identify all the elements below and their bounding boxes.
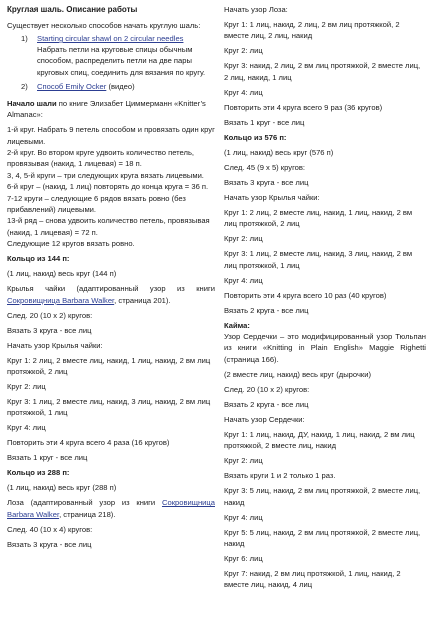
- section-heading-576: Кольцо из 576 п:: [224, 132, 287, 142]
- instruction-line: Вязать 3 круга - все лиц: [7, 325, 92, 335]
- start-heading: Начало шали: [7, 98, 57, 108]
- method-text: Набрать петли на круговые спицы обычным способом, распределить петли на две пары круговых спиц, соединить для вязания по кругу.: [37, 45, 206, 77]
- instruction-line: Вязать 1 круг - все лиц: [224, 117, 305, 127]
- method-number: 1): [21, 34, 28, 43]
- instruction-line: Круг 3: 1 лиц, 2 вместе лиц, накид, 3 лиц, накид, 2 вм лиц протяжкой, 1 лиц: [224, 249, 413, 270]
- row-instruction: 6-й круг – (накид, 1 лиц) повторять до конца круга = 36 п.: [7, 182, 209, 192]
- instruction-line: След. 40 (10 х 4) кругов:: [7, 524, 93, 534]
- row-instruction: 2-й круг. Во втором круге удвоить количество петель, провязывая (накид, 1 лицевая) = 18 п.: [7, 148, 195, 169]
- book-link[interactable]: Сокровищница Barbara Walker: [7, 498, 215, 519]
- book-link[interactable]: Сокровищница Barbara Walker: [7, 295, 115, 305]
- instruction-line: Вязать 2 круга - все лиц: [224, 399, 309, 409]
- start-paragraph: [7, 98, 215, 121]
- method-link[interactable]: Способ Emily Ocker: [37, 82, 107, 92]
- instruction-line: Вязать 2 круга - все лиц: [224, 305, 309, 315]
- instruction-line: Круг 2: лиц: [224, 46, 263, 56]
- instruction-line: Круг 4: лиц: [224, 87, 263, 97]
- instruction-line: Круг 3: 5 лиц, накид, 2 вм лиц протяжкой, 2 вместе лиц, накид: [224, 486, 421, 507]
- instruction-line: Начать узор Крылья чайки:: [7, 340, 103, 350]
- pattern-source-suffix: , страница 201).: [114, 295, 171, 305]
- instruction-line: (1 лиц, накид) весь круг (288 п): [7, 483, 117, 493]
- instruction-line: Круг 1: 2 лиц, 2 вместе лиц, накид, 1 лиц, накид, 2 вм лиц протяжкой, 2 лиц: [224, 207, 413, 229]
- start-text: по книге Элизабет Циммерманн «Knitter’s Almanac»:: [7, 98, 206, 120]
- intro-text: Существует несколько способов начать круглую шаль:: [7, 20, 201, 30]
- row-instruction: 1-й круг. Набрать 9 петель способом и провязать один круг лицевыми.: [7, 125, 215, 146]
- instruction-line: Круг 1: 2 лиц, 2 вместе лиц, накид, 1 лиц, накид, 2 вм лиц протяжкой, 2 лиц: [7, 355, 211, 377]
- instruction-line: (2 вместе лиц, накид) весь круг (дырочки): [224, 369, 371, 379]
- row-instruction: 13-й ряд – снова удвоить количество петель, провязывая (накид, 1 лицевая) = 72 п.: [7, 216, 210, 237]
- section-heading-144: Кольцо из 144 п:: [7, 254, 70, 264]
- instruction-line: Начать узор Сердечки:: [224, 414, 305, 424]
- method-item: [7, 33, 215, 78]
- row-instruction: 7-12 круги – следующие 6 рядов вязать ровно (без прибавлений) лицевыми.: [7, 193, 186, 215]
- instruction-line: Вязать круги 1 и 2 только 1 раз.: [224, 471, 336, 481]
- page-title: Круглая шаль. Описание работы: [7, 5, 138, 14]
- section-heading-edge: Кайма:: [224, 320, 250, 330]
- pattern-source: [7, 497, 215, 520]
- instruction-line: Повторить эти 4 круга всего 4 раза (16 кругов): [7, 438, 170, 448]
- instruction-line: (1 лиц, накид) весь круг (576 п): [224, 147, 334, 157]
- pattern-source-prefix: Крылья чайки (адаптированный узор из книги: [7, 284, 215, 294]
- instruction-line: Круг 2: лиц: [224, 234, 263, 244]
- instruction-line: Круг 1: 1 лиц, накид, ДУ, накид, 1 лиц, накид, 2 вм лиц протяжкой, 2 вместе лиц, накид: [224, 429, 415, 451]
- method-number: 2): [21, 82, 28, 92]
- instruction-line: След. 45 (9 х 5) кругов:: [224, 162, 306, 172]
- instruction-line: Круг 3: накид, 2 лиц, 2 вм лиц протяжкой, 2 вместе лиц, 2 лиц, накид, 1 лиц: [224, 61, 421, 82]
- row-instruction: Следующие 12 кругов вязать ровно.: [7, 239, 135, 249]
- row-instruction: 3, 4, 5-й круги – три следующих круга вязать лицевыми.: [7, 170, 204, 180]
- instruction-line: Начать узор Лоза:: [224, 5, 288, 14]
- instruction-line: Круг 5: 5 лиц, накид, 2 вм лиц протяжкой, 2 вместе лиц, накид: [224, 527, 421, 549]
- instruction-line: След. 20 (10 х 2) кругов:: [7, 310, 93, 320]
- instruction-line: Повторить эти 4 круга всего 9 раз (36 кругов): [224, 102, 383, 112]
- instruction-line: Круг 4: лиц: [7, 423, 46, 433]
- instruction-line: Начать узор Крылья чайки:: [224, 192, 320, 202]
- method-list: [7, 33, 215, 93]
- edge-intro: Узор Сердечки – это модифицированный узор Тюльпан из книги «Knitting in Plain English» Maggie Righetti (страница 166).: [224, 332, 426, 364]
- instruction-line: Круг 6: лиц: [224, 554, 263, 564]
- instruction-line: Круг 2: лиц: [224, 456, 263, 466]
- instruction-line: След. 20 (10 х 2) кругов:: [224, 384, 310, 394]
- instruction-line: Круг 4: лиц: [224, 275, 263, 285]
- pattern-source-suffix: , страница 218).: [59, 509, 116, 519]
- instruction-line: Круг 2: лиц: [7, 382, 46, 392]
- pattern-source-prefix: Лоза (адаптированный узор из книги: [7, 498, 162, 508]
- method-text: (видео): [108, 82, 135, 92]
- instruction-line: Круг 1: 1 лиц, накид, 2 лиц, 2 вм лиц протяжкой, 2 вместе лиц, 2 лиц, накид: [224, 20, 400, 41]
- left-column: [7, 4, 215, 550]
- instruction-line: Круг 7: накид, 2 вм лиц протяжкой, 1 лиц, накид, 2 вместе лиц, накид, 4 лиц: [224, 569, 401, 590]
- instruction-line: Круг 3: 1 лиц, 2 вместе лиц, накид, 3 лиц, накид, 2 вм лиц протяжкой, 1 лиц: [7, 397, 211, 418]
- instruction-line: Круг 4: лиц: [224, 512, 263, 522]
- method-link[interactable]: Starting circular shawl on 2 circular needles: [37, 34, 184, 43]
- right-column: [224, 4, 426, 591]
- instruction-line: Повторить эти 4 круга всего 10 раз (40 кругов): [224, 290, 387, 300]
- pattern-source: [7, 283, 215, 306]
- instruction-line: Вязать 3 круга - все лиц: [224, 177, 309, 187]
- section-heading-288: Кольцо из 288 п:: [7, 468, 70, 478]
- instruction-line: Вязать 3 круга - все лиц: [7, 539, 92, 549]
- instruction-line: Вязать 1 круг - все лиц: [7, 453, 88, 463]
- instruction-line: (1 лиц, накид) весь круг (144 п): [7, 269, 117, 279]
- method-item: [7, 81, 215, 92]
